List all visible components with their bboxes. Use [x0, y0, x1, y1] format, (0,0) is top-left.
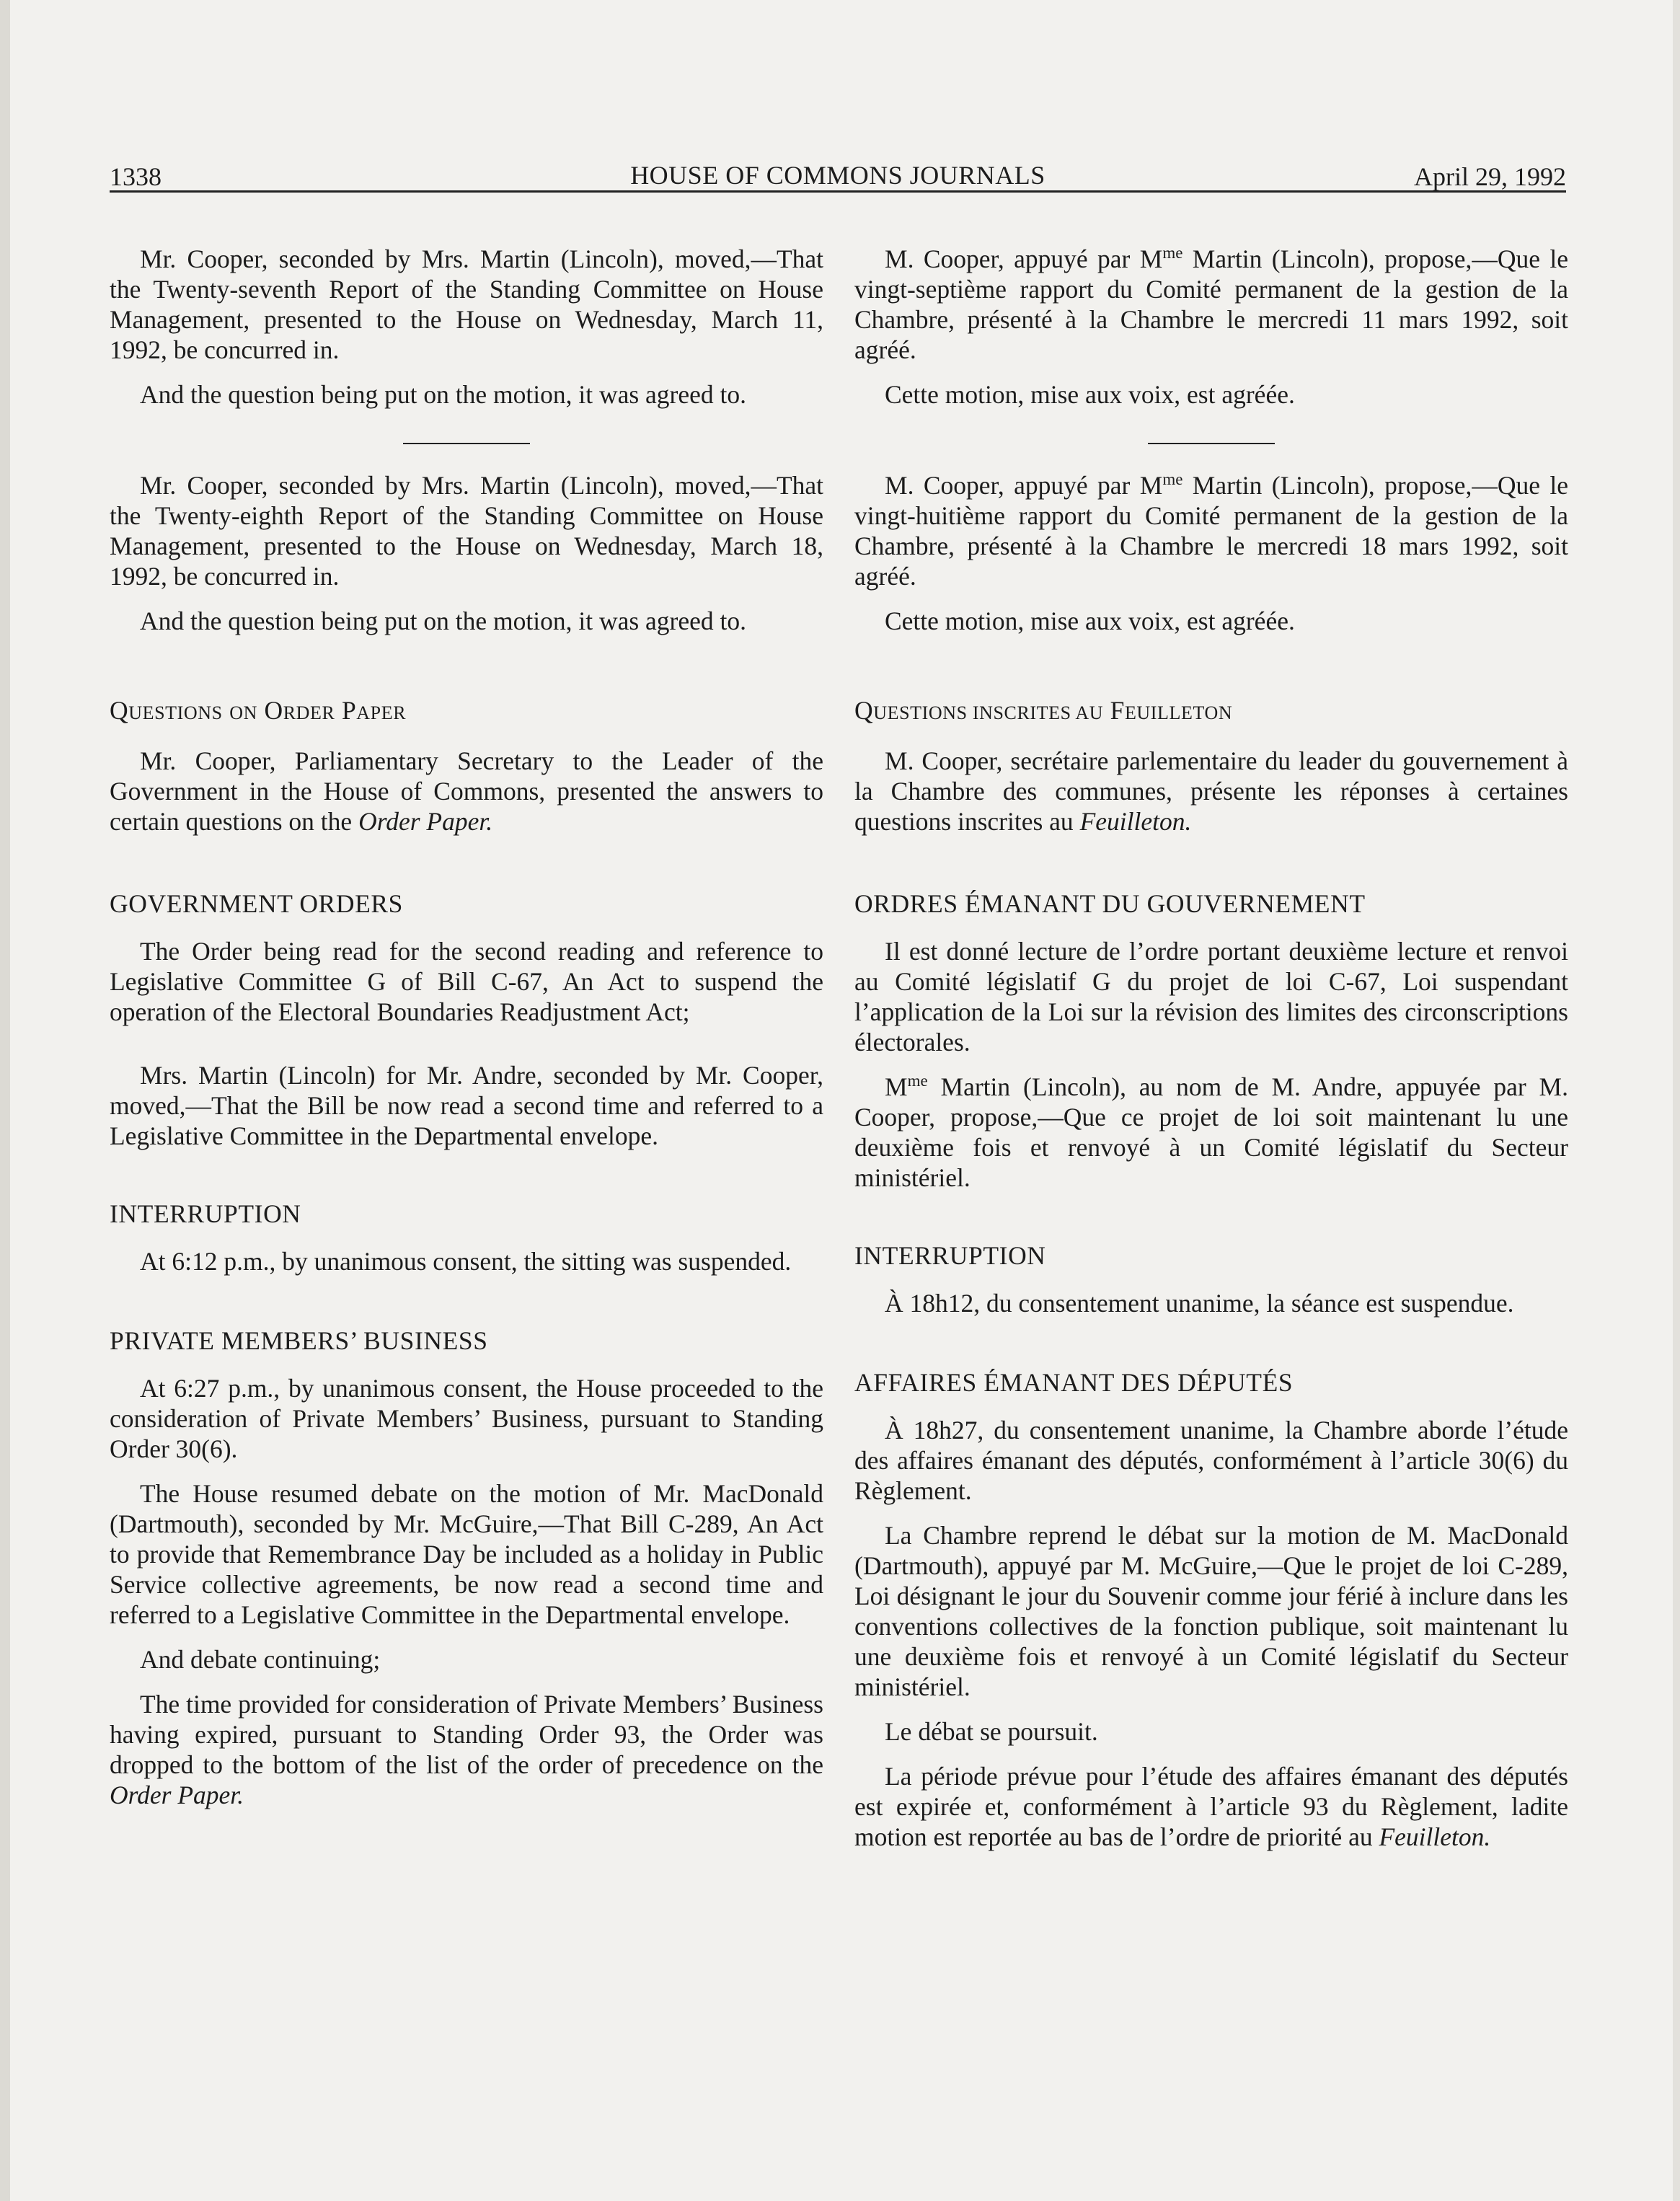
french-column [854, 244, 1568, 1852]
section-divider [1148, 443, 1275, 444]
time-expired-paragraph: The time provided for consideration of Private Members’ Business having expired, pursuant to Standing Order 93, the Order was dropped to the bottom of the list of the order of precedence on the Order Paper. [110, 1690, 823, 1809]
heading-ordres-gouvernement: ORDRES ÉMANANT DU GOUVERNEMENT [854, 889, 1366, 918]
time-expired-paragraph-fr: La période prévue pour l’étude des affaires émanant des députés est expirée et, conformément à l’article 93 du Règlement, ladite motion est reportée au bas de l’ordre de priorité au Feuilleton. [854, 1762, 1568, 1851]
english-column [110, 244, 823, 1810]
scan-edge-right [1673, 0, 1680, 2201]
debate-continuing-paragraph: And debate continuing; [140, 1645, 381, 1674]
heading-questions-order-paper: QUESTIONS ON ORDER PAPER [110, 696, 407, 725]
motion-paragraph-fr: M. Cooper, appuyé par $M^{me}$ Martin (Lincoln), propose,—Que le vingt-septième rapport du Comité permanent de la gestion de la Chambre, présenté à la Chambre le mercredi 11 mars 1992, soit agréé. [854, 244, 1569, 364]
motion-paragraph-fr: M. Cooper, appuyé par $M^{me}$ Martin (Lincoln), propose,—Que le vingt-huitième rapport du Comité permanent de la gestion de la Chambre, présenté à la Chambre le mercredi 18 mars 1992, soit agréé. [854, 470, 1569, 591]
private-business-paragraph: At 6:27 p.m., by unanimous consent, the House proceeded to the consideration of Private Members’ Business, pursuant to Standing Order 30(6). [110, 1374, 823, 1463]
result-paragraph: And the question being put on the motion, it was agreed to. [140, 607, 747, 635]
journal-title: HOUSE OF COMMONS JOURNALS [630, 161, 1045, 190]
interruption-paragraph: At 6:12 p.m., by unanimous consent, the sitting was suspended. [140, 1247, 792, 1276]
result-paragraph-fr: Cette motion, mise aux voix, est agréée. [885, 380, 1295, 409]
heading-government-orders: GOVERNMENT ORDERS [110, 889, 403, 918]
motion-paragraph: Mr. Cooper, seconded by Mrs. Martin (Lincoln), moved,—That the Twenty-seventh Report of the Standing Committee on House Management, presented to the House on Wednesday, March 11, 1992, be concurred in. [110, 244, 823, 364]
result-paragraph-fr: Cette motion, mise aux voix, est agréée. [885, 607, 1295, 635]
private-business-paragraph-fr: À 18h27, du consentement unanime, la Chambre aborde l’étude des affaires émanant des députés, conformément à l’article 30(6) du Règlement. [854, 1416, 1568, 1505]
answers-paragraph: Mr. Cooper, Parliamentary Secretary to the Leader of the Government in the House of Commons, presented the answers to certain questions on the Order Paper. [110, 746, 823, 836]
heading-questions-feuilleton: QUESTIONS INSCRITES AU FEUILLETON [854, 696, 1233, 725]
result-paragraph: And the question being put on the motion, it was agreed to. [140, 380, 747, 409]
heading-private-members-business: PRIVATE MEMBERS’ BUSINESS [110, 1326, 488, 1355]
page-number: 1338 [110, 162, 162, 191]
section-divider [403, 443, 530, 444]
heading-interruption-fr: INTERRUPTION [854, 1241, 1046, 1270]
scan-edge-left [0, 0, 10, 2201]
interruption-paragraph-fr: À 18h12, du consentement unanime, la séance est suspendue. [885, 1289, 1514, 1318]
debate-paragraph-fr: La Chambre reprend le débat sur la motion de M. MacDonald (Dartmouth), appuyé par M. McGuire,—Que le projet de loi C-289, Loi désignant le jour du Souvenir comme jour férié à inclure dans les conventions collectives de la fonction publique, soit maintenant lu une deuxième fois et renvoyé à un Comité législatif du Secteur ministériel. [854, 1521, 1568, 1701]
answers-paragraph-fr: M. Cooper, secrétaire parlementaire du leader du gouvernement à la Chambre des communes, présente les réponses à certaines questions inscrites au Feuilleton. [854, 746, 1568, 836]
heading-affaires-deputes: AFFAIRES ÉMANANT DES DÉPUTÉS [854, 1368, 1294, 1397]
motion-paragraph: Mr. Cooper, seconded by Mrs. Martin (Lincoln), moved,—That the Twenty-eighth Report of the Standing Committee on House Management, presented to the House on Wednesday, March 18, 1992, be concurred in. [110, 471, 823, 591]
debate-paragraph: The House resumed debate on the motion of Mr. MacDonald (Dartmouth), seconded by Mr. McGuire,—That Bill C-289, An Act to provide that Remembrance Day be included as a holiday in Public Service collective agreements, be now read a second time and referred to a Legislative Committee in the Departmental envelope. [110, 1479, 823, 1629]
motion-paragraph-fr: $M^{me}$ Martin (Lincoln), au nom de M. Andre, appuyée par M. Cooper, propose,—Que ce projet de loi soit maintenant lu une deuxième fois et renvoyé à un Comité législatif du Secteur ministériel. [854, 1072, 1568, 1192]
order-paragraph-fr: Il est donné lecture de l’ordre portant deuxième lecture et renvoi au Comité législatif G du projet de loi C-67, Loi suspendant l’application de la Loi sur la révision des limites des circonscriptions électorales. [854, 937, 1568, 1057]
journal-date: April 29, 1992 [1414, 162, 1566, 191]
order-paragraph: The Order being read for the second reading and reference to Legislative Committee G of Bill C-67, An Act to suspend the operation of the Electoral Boundaries Readjustment Act; [110, 937, 823, 1026]
debate-continuing-paragraph-fr: Le débat se poursuit. [885, 1717, 1098, 1746]
motion-paragraph: Mrs. Martin (Lincoln) for Mr. Andre, seconded by Mr. Cooper, moved,—That the Bill be now read a second time and referred to a Legislative Committee in the Departmental envelope. [110, 1061, 823, 1150]
heading-interruption: INTERRUPTION [110, 1199, 301, 1228]
running-header [110, 157, 1566, 193]
